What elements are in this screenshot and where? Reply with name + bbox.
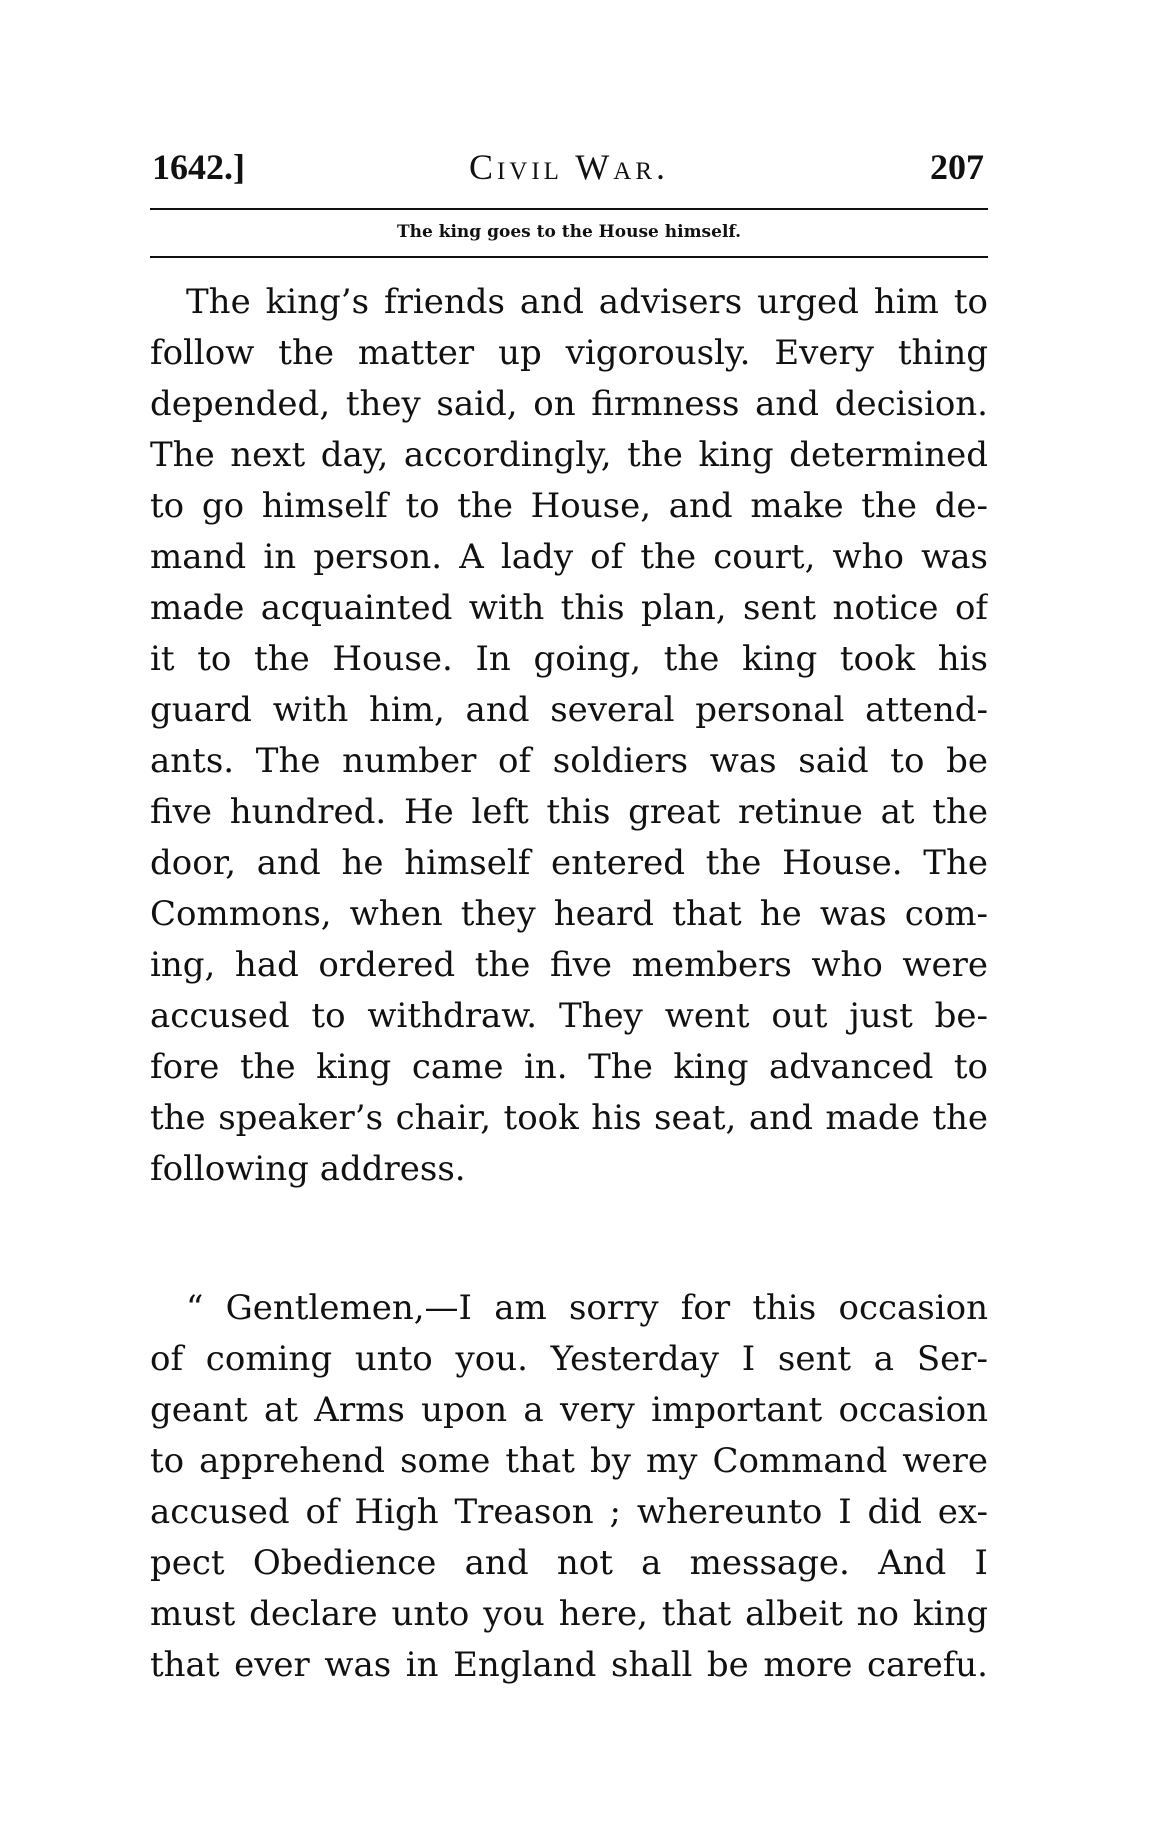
- text-line: to apprehend some that by my Command were: [150, 1441, 988, 1481]
- text-line: pect Obedience and not a message. And I: [150, 1543, 988, 1583]
- header-year: 1642.]: [152, 147, 245, 187]
- text-line: of coming unto you. Yesterday I sent a Ser-: [150, 1339, 988, 1379]
- text-line: geant at Arms upon a very important occasion: [150, 1390, 988, 1430]
- header-title: Civil War.: [468, 147, 670, 187]
- text-line: to go himself to the House, and make the de-: [150, 486, 988, 526]
- text-line: accused to withdraw. They went out just be-: [150, 996, 988, 1036]
- paragraph-2: [150, 1283, 988, 1691]
- paragraph-1: [150, 277, 988, 1195]
- text-line: fore the king came in. The king advanced to: [150, 1047, 988, 1087]
- text-line: following address.: [150, 1149, 466, 1189]
- text-line: “ Gentlemen,—I am sorry for this occasion: [186, 1288, 988, 1328]
- text-line: ing, had ordered the five members who were: [150, 945, 988, 985]
- text-line: The next day, accordingly, the king determined: [150, 435, 988, 475]
- text-line: depended, they said, on firmness and decision.: [150, 384, 988, 424]
- text-line: it to the House. In going, the king took his: [150, 639, 988, 679]
- running-header: [150, 142, 988, 202]
- text-line: accused of High Treason ; whereunto I did ex-: [150, 1492, 988, 1532]
- text-line: guard with him, and several personal attend-: [150, 690, 988, 730]
- text-line: door, and he himself entered the House. The: [150, 843, 988, 883]
- text-line: The king’s friends and advisers urged him to: [186, 282, 988, 322]
- book-page: [150, 0, 988, 1848]
- header-rule-top: [150, 208, 988, 210]
- text-line: follow the matter up vigorously. Every thing: [150, 333, 988, 373]
- text-line: Commons, when they heard that he was com-: [150, 894, 988, 934]
- text-line: ants. The number of soldiers was said to be: [150, 741, 988, 781]
- page-number: 207: [930, 147, 984, 187]
- text-line: five hundred. He left this great retinue at the: [150, 792, 988, 832]
- section-subheading: The king goes to the House himself.: [396, 222, 742, 242]
- text-line: must declare unto you here, that albeit no king: [150, 1594, 988, 1634]
- text-line: made acquainted with this plan, sent notice of: [150, 588, 988, 628]
- text-line: that ever was in England shall be more carefu.: [150, 1645, 988, 1685]
- text-line: mand in person. A lady of the court, who was: [150, 537, 988, 577]
- text-line: the speaker’s chair, took his seat, and made the: [150, 1098, 988, 1138]
- header-rule-bottom: [150, 256, 988, 258]
